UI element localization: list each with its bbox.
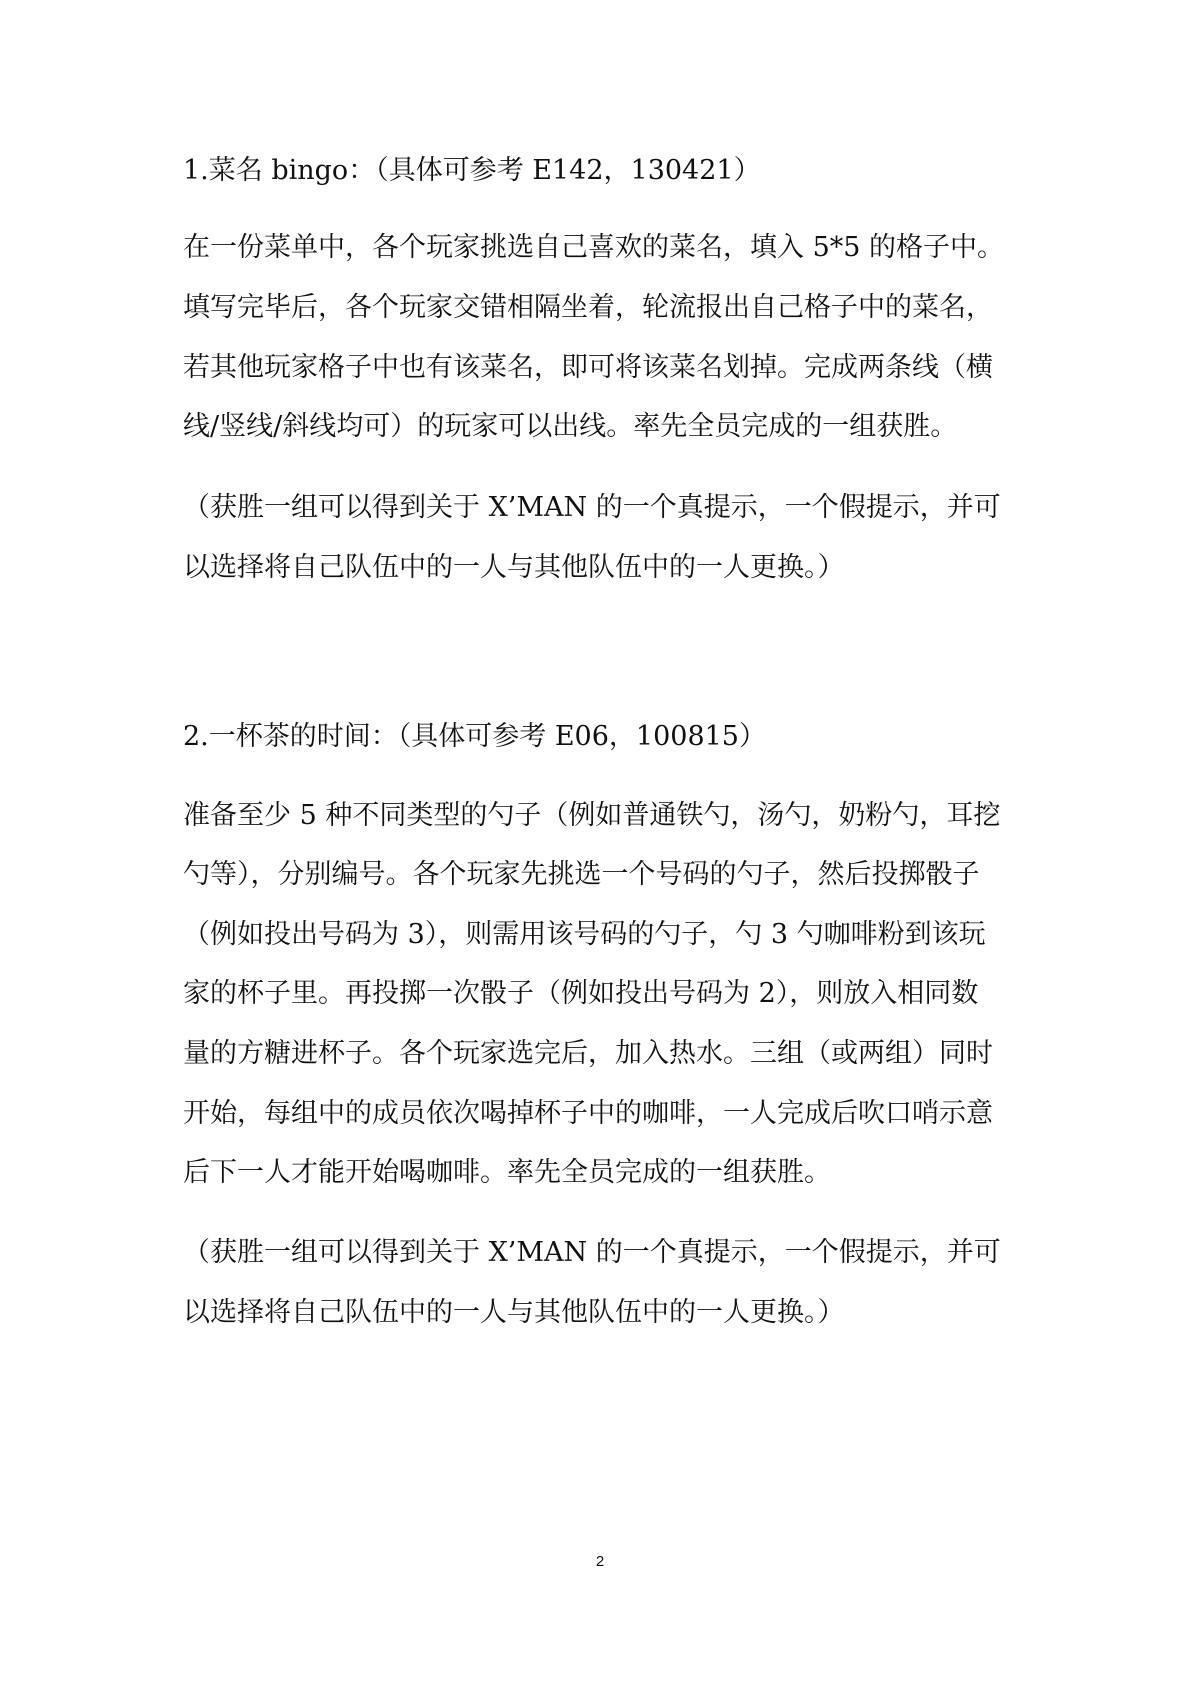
section-2-body-line-2: 勺等），分别编号。各个玩家先挑选一个号码的勺子，然后投掷骰子 — [183, 859, 980, 890]
section-1-note-line-2: 以选择将自己队伍中的一人与其他队伍中的一人更换。） — [183, 552, 845, 583]
section-2-note-line-1: （获胜一组可以得到关于 X’MAN 的一个真提示，一个假提示，并可 — [183, 1237, 1001, 1268]
section-1-body-line-4: 线/竖线/斜线均可）的玩家可以出线。率先全员完成的一组获胜。 — [183, 411, 958, 442]
section-1-body-line-1: 在一份菜单中，各个玩家挑选自己喜欢的菜名，填入 5*5 的格子中。 — [183, 232, 1005, 263]
section-2-body-line-7: 后下一人才能开始喝咖啡。率先全员完成的一组获胜。 — [183, 1157, 831, 1188]
section-1-body-line-3: 若其他玩家格子中也有该菜名，即可将该菜名划掉。完成两条线（横 — [183, 352, 993, 383]
section-2-body-line-6: 开始，每组中的成员依次喝掉杯子中的咖啡，一人完成后吹口哨示意 — [183, 1098, 993, 1129]
section-2-body-line-1: 准备至少 5 种不同类型的勺子（例如普通铁勺，汤勺，奶粉勺，耳挖 — [183, 800, 1001, 831]
section-1-note-line-1: （获胜一组可以得到关于 X’MAN 的一个真提示，一个假提示，并可 — [183, 492, 1001, 523]
section-2-heading: 2.一杯茶的时间：（具体可参考 E06，100815） — [183, 721, 766, 752]
page-number: 2 — [595, 1553, 605, 1570]
section-2-body-line-5: 量的方糖进杯子。各个玩家选完后，加入热水。三组（或两组）同时 — [183, 1038, 993, 1069]
section-1-heading: 1.菜名 bingo：（具体可参考 E142，130421） — [183, 155, 761, 186]
section-2-note-line-2: 以选择将自己队伍中的一人与其他队伍中的一人更换。） — [183, 1297, 845, 1328]
section-1-body-line-2: 填写完毕后，各个玩家交错相隔坐着，轮流报出自己格子中的菜名， — [183, 292, 993, 323]
section-2-body-line-4: 家的杯子里。再投掷一次骰子（例如投出号码为 2），则放入相同数 — [183, 978, 979, 1009]
section-2-body-line-3: （例如投出号码为 3），则需用该号码的勺子，勺 3 勺咖啡粉到该玩 — [183, 919, 986, 950]
